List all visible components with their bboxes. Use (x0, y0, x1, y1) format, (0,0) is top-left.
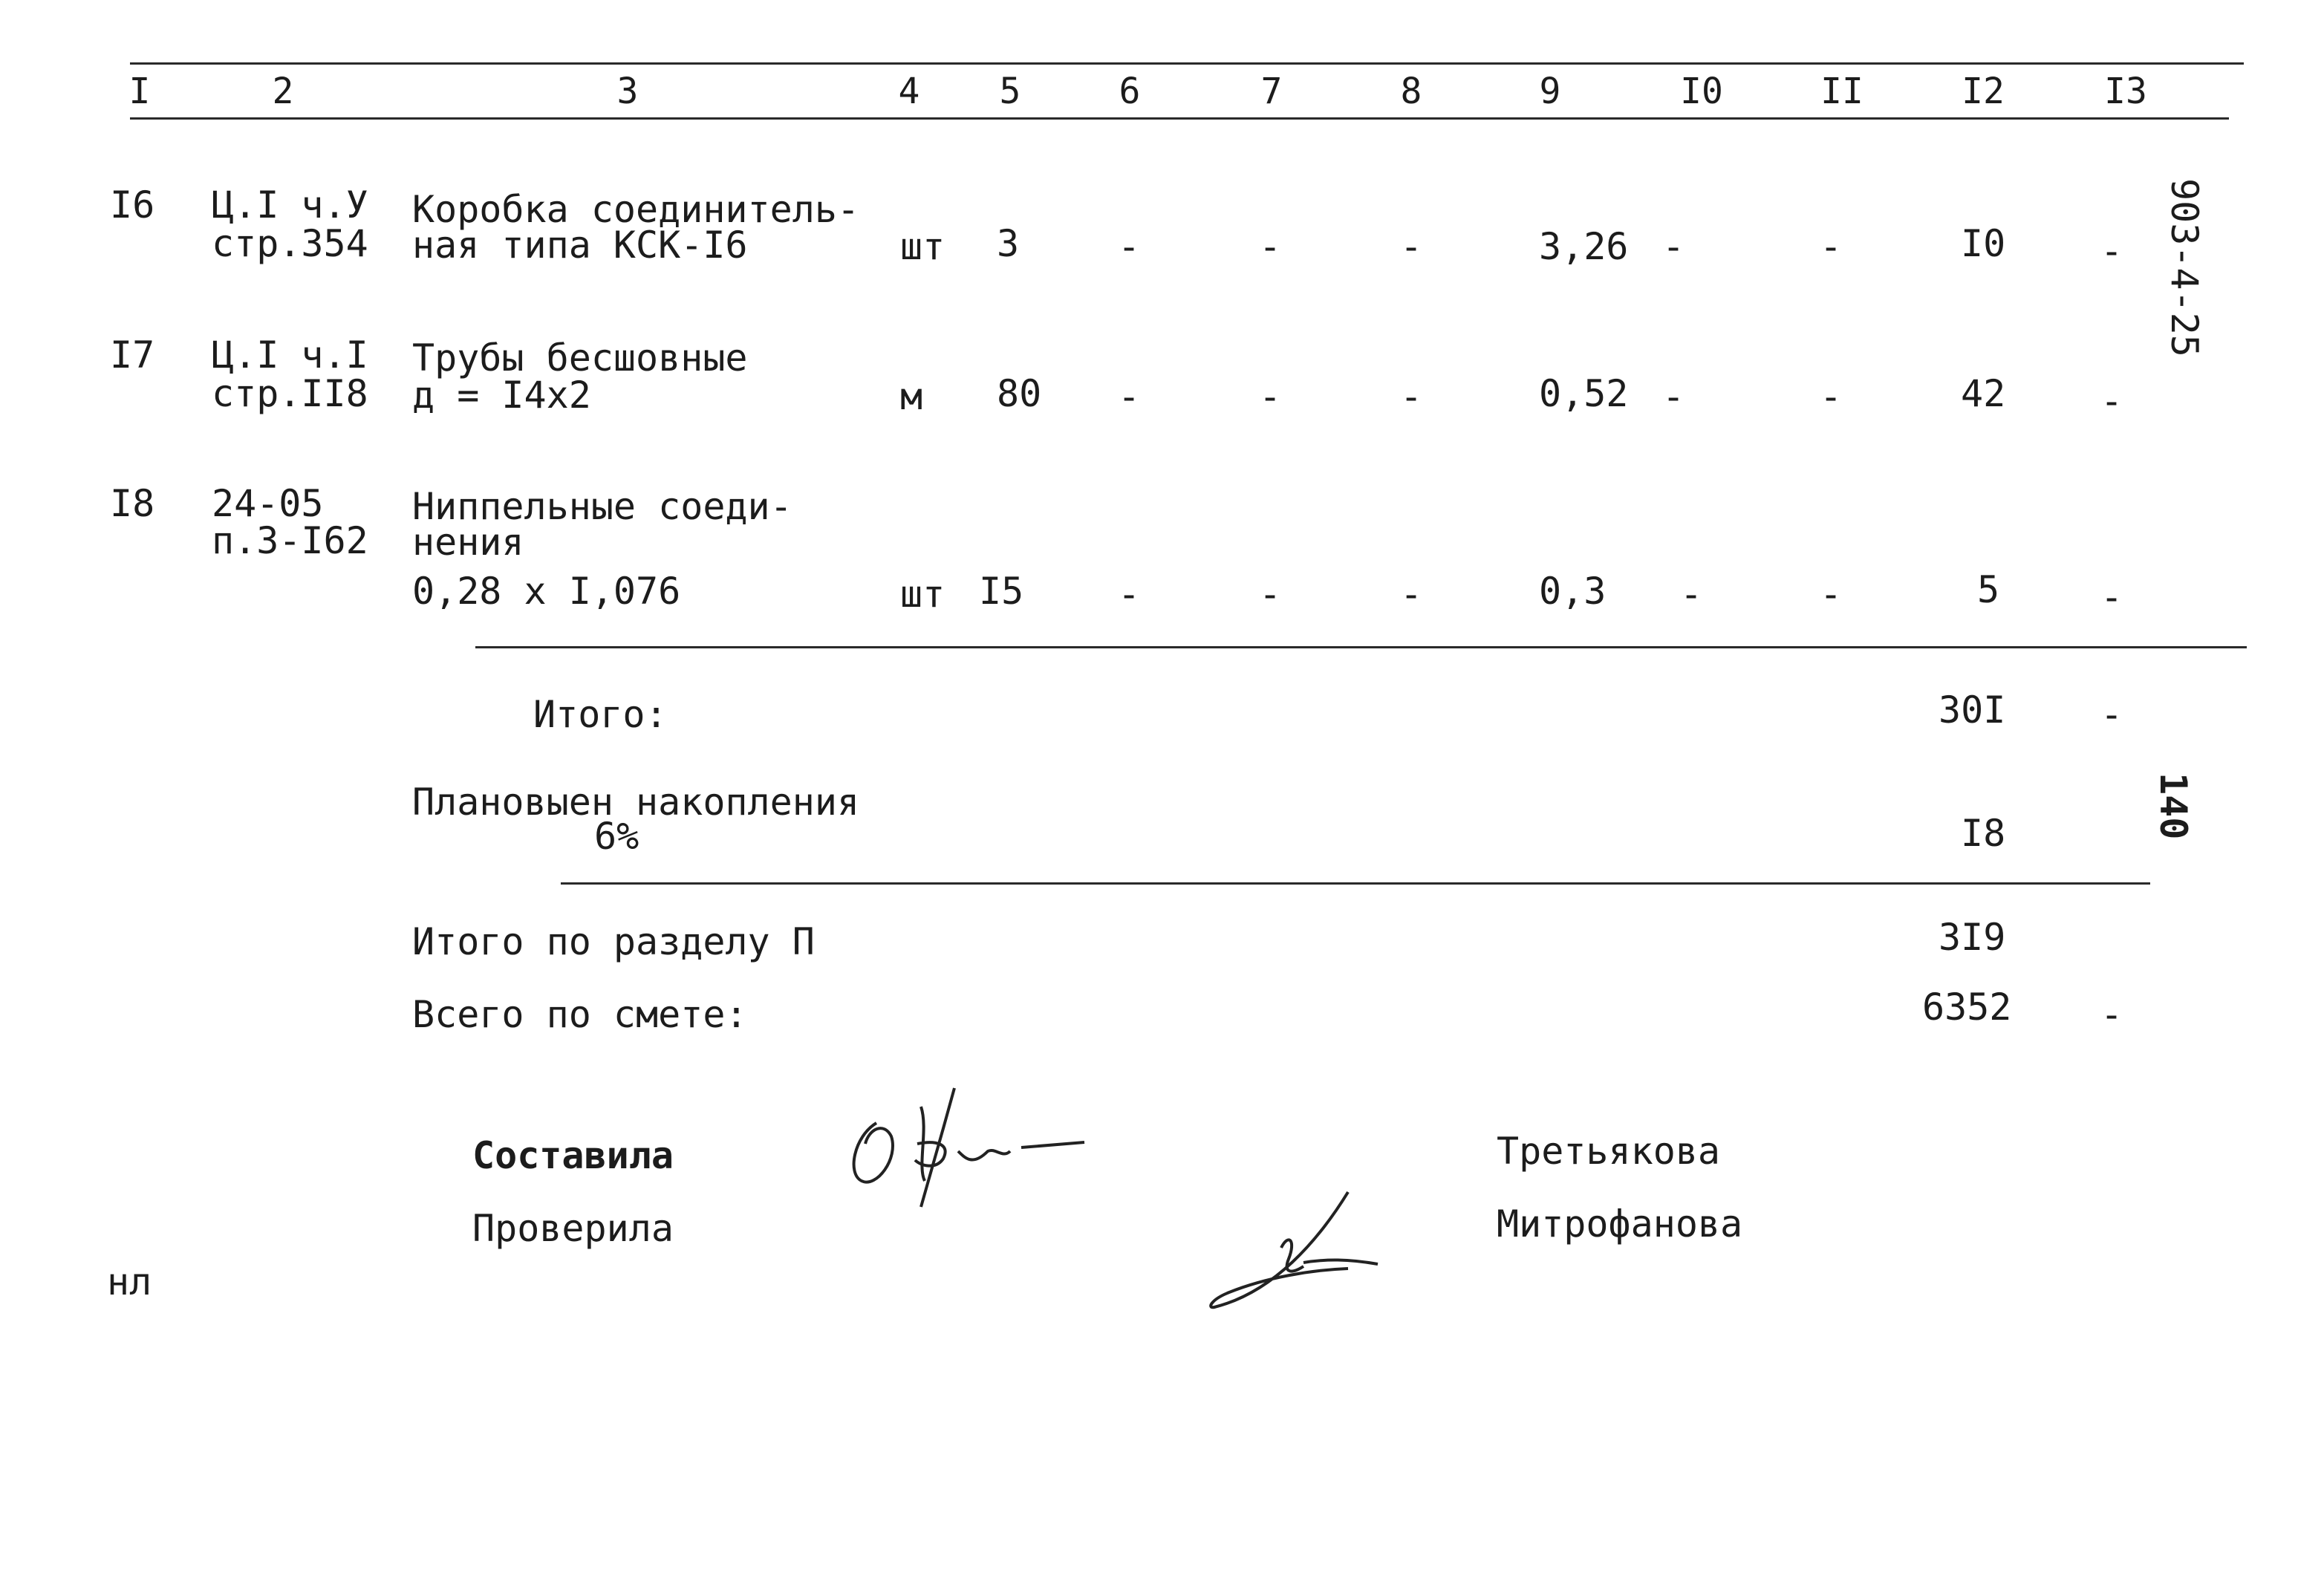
row-col11: - (1820, 573, 1843, 616)
checked-by-name: Митрофанова (1497, 1202, 1743, 1246)
row-col10: - (1662, 375, 1685, 418)
itogo-dash: - (2100, 693, 2123, 736)
section-total-value: 3I9 (1939, 916, 2006, 959)
itogo-value: 30I (1939, 688, 2006, 732)
plan-accumulation-percent: 6% (594, 815, 639, 858)
grand-total-value: 6352 (1922, 986, 2012, 1029)
row-number: I8 (110, 482, 155, 525)
row-col9: 0,3 (1539, 570, 1607, 613)
row-col11: - (1820, 375, 1843, 418)
row-code-line1: Ц.I ч.У (212, 183, 368, 227)
column-header-6: 6 (1119, 71, 1141, 112)
row-col7: - (1259, 375, 1282, 418)
row-col7: - (1259, 225, 1282, 268)
itogo-label: Итого: (533, 693, 668, 736)
row-col8: - (1400, 225, 1423, 268)
checked-signature (1200, 1188, 1393, 1315)
totals-rule-1 (475, 646, 2247, 648)
row-col13: - (2100, 229, 2123, 273)
totals-rule-2 (561, 882, 2150, 885)
row-name-line1: Трубы бесшовные (412, 336, 748, 380)
column-header-12: I2 (1962, 71, 2005, 112)
row-col6: - (1118, 573, 1141, 616)
row-code-line1: Ц.I ч.I (212, 333, 368, 377)
row-col6: - (1118, 375, 1141, 418)
column-header-5: 5 (999, 71, 1021, 112)
row-col9: 0,52 (1539, 372, 1629, 415)
header-bottom-rule (130, 117, 2229, 120)
row-col11: - (1820, 225, 1843, 268)
row-col12: I0 (1961, 222, 2006, 265)
column-header-13: I3 (2104, 71, 2147, 112)
row-name-line3: 0,28 х I,076 (412, 570, 681, 613)
row-name-line2: нения (412, 521, 524, 564)
row-number: I6 (110, 183, 155, 227)
compiled-signature (832, 1077, 1099, 1218)
grand-total-label: Всего по смете: (412, 993, 748, 1036)
row-col13: - (2100, 380, 2123, 423)
row-col10: - (1662, 225, 1685, 268)
row-quantity: 80 (997, 372, 1042, 415)
column-header-2: 2 (272, 71, 294, 112)
column-header-9: 9 (1539, 71, 1561, 112)
row-unit: шт (900, 225, 945, 268)
plan-accumulation-label: Плановыен накопления (412, 781, 860, 824)
checked-by-label: Проверила (472, 1207, 674, 1250)
column-header-11: II (1820, 71, 1864, 112)
column-header-1: I (128, 71, 151, 112)
row-quantity: I5 (979, 570, 1024, 613)
row-col12: 42 (1961, 372, 2006, 415)
row-col8: - (1400, 573, 1423, 616)
row-code-line2: стр.II8 (212, 372, 368, 415)
page-number: 140 (2152, 772, 2195, 840)
row-code-line2: стр.354 (212, 222, 368, 265)
row-quantity: 3 (997, 222, 1020, 265)
row-col8: - (1400, 375, 1423, 418)
grand-total-dash: - (2100, 993, 2123, 1036)
compiled-by-name: Третьякова (1497, 1130, 1721, 1173)
row-col10: - (1680, 573, 1703, 616)
row-col7: - (1259, 573, 1282, 616)
section-total-label: Итого по разделу П (412, 920, 815, 963)
row-name-line2: ная типа КСК-I6 (412, 224, 748, 267)
row-name-line2: д = I4х2 (412, 374, 591, 417)
column-header-3: 3 (616, 71, 639, 112)
row-code-line1: 24-05 (212, 482, 324, 525)
compiled-by-label: Составила (472, 1134, 674, 1177)
row-name-line1: Коробка соединитель- (412, 188, 860, 231)
row-col13: - (2100, 576, 2123, 619)
footer-mark: нл (107, 1260, 152, 1303)
column-header-4: 4 (898, 71, 920, 112)
plan-accumulation-value: I8 (1961, 812, 2006, 855)
row-unit: шт (900, 573, 945, 616)
header-top-rule (130, 62, 2244, 65)
row-number: I7 (110, 333, 155, 377)
row-col12: 5 (1977, 568, 2000, 611)
row-col9: 3,26 (1539, 225, 1629, 268)
row-code-line2: п.3-I62 (212, 519, 368, 562)
column-header-10: I0 (1680, 71, 1723, 112)
row-unit: м (900, 375, 923, 418)
row-name-line1: Ниппельные соеди- (412, 485, 792, 528)
column-header-7: 7 (1260, 71, 1283, 112)
row-col6: - (1118, 225, 1141, 268)
document-code: 903-4-25 (2163, 178, 2206, 357)
column-header-8: 8 (1400, 71, 1422, 112)
